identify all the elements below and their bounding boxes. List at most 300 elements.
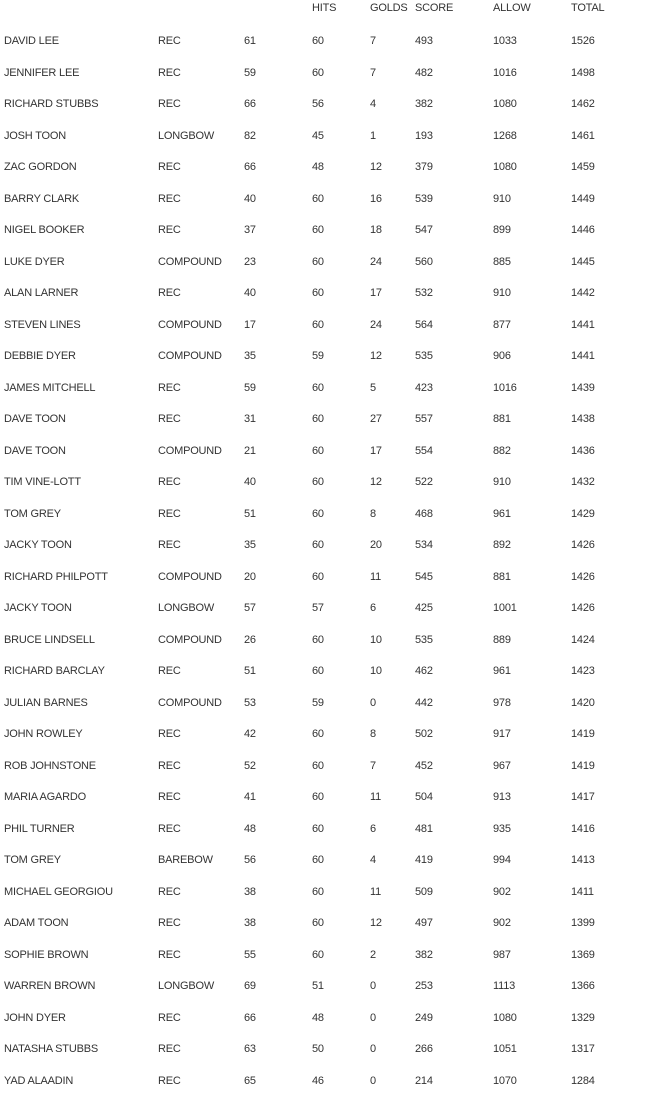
cell-name: DAVID LEE xyxy=(4,33,59,49)
cell-golds: 8 xyxy=(370,726,376,742)
cell-allow: 1070 xyxy=(493,1073,517,1089)
cell-hits: 60 xyxy=(312,632,324,648)
cell-handicap: 51 xyxy=(244,663,256,679)
cell-total: 1439 xyxy=(571,380,595,396)
cell-bow: BAREBOW xyxy=(158,852,213,868)
header-score: SCORE xyxy=(415,0,453,16)
cell-hits: 60 xyxy=(312,821,324,837)
table-row xyxy=(0,411,652,443)
cell-handicap: 23 xyxy=(244,254,256,270)
cell-name: NATASHA STUBBS xyxy=(4,1041,98,1057)
cell-handicap: 66 xyxy=(244,96,256,112)
cell-hits: 60 xyxy=(312,474,324,490)
cell-score: 253 xyxy=(415,978,433,994)
cell-total: 1432 xyxy=(571,474,595,490)
cell-golds: 5 xyxy=(370,380,376,396)
cell-total: 1424 xyxy=(571,632,595,648)
cell-allow: 902 xyxy=(493,884,511,900)
cell-allow: 1268 xyxy=(493,128,517,144)
cell-name: TIM VINE-LOTT xyxy=(4,474,81,490)
header-golds: GOLDS xyxy=(370,0,408,16)
cell-score: 554 xyxy=(415,443,433,459)
cell-score: 560 xyxy=(415,254,433,270)
cell-allow: 913 xyxy=(493,789,511,805)
cell-bow: COMPOUND xyxy=(158,317,222,333)
cell-hits: 56 xyxy=(312,96,324,112)
cell-hits: 60 xyxy=(312,65,324,81)
cell-allow: 882 xyxy=(493,443,511,459)
cell-name: ADAM TOON xyxy=(4,915,68,931)
cell-score: 249 xyxy=(415,1010,433,1026)
cell-handicap: 26 xyxy=(244,632,256,648)
table-row xyxy=(0,254,652,286)
cell-hits: 60 xyxy=(312,947,324,963)
cell-name: ALAN LARNER xyxy=(4,285,78,301)
cell-handicap: 21 xyxy=(244,443,256,459)
cell-total: 1449 xyxy=(571,191,595,207)
cell-bow: COMPOUND xyxy=(158,695,222,711)
table-row xyxy=(0,222,652,254)
header-hits: HITS xyxy=(312,0,336,16)
cell-handicap: 38 xyxy=(244,915,256,931)
cell-golds: 4 xyxy=(370,96,376,112)
cell-golds: 0 xyxy=(370,1073,376,1089)
table-row xyxy=(0,663,652,695)
cell-total: 1426 xyxy=(571,569,595,585)
cell-bow: REC xyxy=(158,947,181,963)
cell-name: ZAC GORDON xyxy=(4,159,77,175)
cell-allow: 961 xyxy=(493,663,511,679)
cell-hits: 60 xyxy=(312,758,324,774)
cell-allow: 902 xyxy=(493,915,511,931)
cell-name: MARIA AGARDO xyxy=(4,789,86,805)
cell-bow: COMPOUND xyxy=(158,443,222,459)
cell-bow: REC xyxy=(158,411,181,427)
cell-score: 502 xyxy=(415,726,433,742)
cell-total: 1438 xyxy=(571,411,595,427)
table-row xyxy=(0,1041,652,1073)
cell-handicap: 59 xyxy=(244,65,256,81)
cell-allow: 1016 xyxy=(493,380,517,396)
cell-handicap: 37 xyxy=(244,222,256,238)
table-body xyxy=(0,33,652,1104)
cell-total: 1461 xyxy=(571,128,595,144)
cell-bow: REC xyxy=(158,726,181,742)
cell-total: 1413 xyxy=(571,852,595,868)
cell-allow: 994 xyxy=(493,852,511,868)
cell-total: 1459 xyxy=(571,159,595,175)
cell-hits: 60 xyxy=(312,506,324,522)
table-row xyxy=(0,191,652,223)
cell-total: 1416 xyxy=(571,821,595,837)
cell-bow: REC xyxy=(158,663,181,679)
cell-bow: REC xyxy=(158,884,181,900)
table-row xyxy=(0,695,652,727)
cell-total: 1329 xyxy=(571,1010,595,1026)
header-allow: ALLOW xyxy=(493,0,531,16)
cell-name: DEBBIE DYER xyxy=(4,348,76,364)
cell-allow: 1001 xyxy=(493,600,517,616)
cell-name: PHIL TURNER xyxy=(4,821,75,837)
cell-name: BARRY CLARK xyxy=(4,191,79,207)
cell-allow: 1016 xyxy=(493,65,517,81)
cell-hits: 60 xyxy=(312,726,324,742)
cell-golds: 11 xyxy=(370,884,381,900)
cell-bow: COMPOUND xyxy=(158,254,222,270)
table-row xyxy=(0,884,652,916)
cell-hits: 60 xyxy=(312,33,324,49)
cell-name: JOHN ROWLEY xyxy=(4,726,82,742)
cell-hits: 51 xyxy=(312,978,324,994)
table-row xyxy=(0,380,652,412)
table-row xyxy=(0,506,652,538)
cell-golds: 12 xyxy=(370,348,382,364)
cell-bow: REC xyxy=(158,1010,181,1026)
cell-score: 532 xyxy=(415,285,433,301)
cell-total: 1411 xyxy=(571,884,594,900)
cell-hits: 50 xyxy=(312,1041,324,1057)
cell-golds: 0 xyxy=(370,978,376,994)
cell-bow: COMPOUND xyxy=(158,632,222,648)
table-row xyxy=(0,96,652,128)
cell-allow: 910 xyxy=(493,285,511,301)
table-row xyxy=(0,1073,652,1104)
table-row xyxy=(0,600,652,632)
cell-score: 535 xyxy=(415,632,433,648)
cell-golds: 18 xyxy=(370,222,382,238)
cell-score: 557 xyxy=(415,411,433,427)
cell-score: 452 xyxy=(415,758,433,774)
cell-golds: 17 xyxy=(370,443,382,459)
cell-handicap: 66 xyxy=(244,159,256,175)
cell-hits: 60 xyxy=(312,537,324,553)
cell-handicap: 40 xyxy=(244,474,256,490)
cell-name: ROB JOHNSTONE xyxy=(4,758,96,774)
table-header xyxy=(0,0,652,16)
cell-golds: 2 xyxy=(370,947,376,963)
cell-total: 1429 xyxy=(571,506,595,522)
cell-allow: 1113 xyxy=(493,978,515,994)
cell-allow: 877 xyxy=(493,317,511,333)
cell-total: 1441 xyxy=(571,348,595,364)
cell-bow: REC xyxy=(158,1073,181,1089)
cell-handicap: 31 xyxy=(244,411,256,427)
cell-hits: 60 xyxy=(312,443,324,459)
cell-handicap: 65 xyxy=(244,1073,256,1089)
cell-total: 1441 xyxy=(571,317,595,333)
cell-hits: 60 xyxy=(312,191,324,207)
cell-total: 1420 xyxy=(571,695,595,711)
cell-allow: 917 xyxy=(493,726,511,742)
cell-name: WARREN BROWN xyxy=(4,978,95,994)
cell-name: JOSH TOON xyxy=(4,128,66,144)
cell-handicap: 66 xyxy=(244,1010,256,1026)
cell-golds: 1 xyxy=(370,128,376,144)
cell-handicap: 41 xyxy=(244,789,256,805)
cell-handicap: 40 xyxy=(244,285,256,301)
cell-score: 266 xyxy=(415,1041,433,1057)
table-row xyxy=(0,947,652,979)
cell-allow: 961 xyxy=(493,506,511,522)
cell-total: 1419 xyxy=(571,726,595,742)
cell-hits: 60 xyxy=(312,411,324,427)
cell-bow: REC xyxy=(158,96,181,112)
cell-hits: 48 xyxy=(312,159,324,175)
cell-hits: 60 xyxy=(312,569,324,585)
cell-total: 1462 xyxy=(571,96,595,112)
cell-total: 1399 xyxy=(571,915,595,931)
cell-bow: REC xyxy=(158,537,181,553)
cell-hits: 45 xyxy=(312,128,324,144)
cell-score: 522 xyxy=(415,474,433,490)
cell-golds: 0 xyxy=(370,1041,376,1057)
cell-score: 493 xyxy=(415,33,433,49)
cell-golds: 10 xyxy=(370,632,382,648)
cell-hits: 60 xyxy=(312,884,324,900)
table-row xyxy=(0,726,652,758)
table-row xyxy=(0,537,652,569)
cell-handicap: 17 xyxy=(244,317,256,333)
cell-bow: LONGBOW xyxy=(158,128,214,144)
cell-total: 1446 xyxy=(571,222,595,238)
cell-score: 382 xyxy=(415,96,433,112)
cell-score: 462 xyxy=(415,663,433,679)
cell-score: 193 xyxy=(415,128,433,144)
cell-name: BRUCE LINDSELL xyxy=(4,632,95,648)
cell-golds: 16 xyxy=(370,191,382,207)
cell-hits: 60 xyxy=(312,317,324,333)
table-row xyxy=(0,159,652,191)
cell-allow: 935 xyxy=(493,821,511,837)
cell-score: 547 xyxy=(415,222,433,238)
cell-handicap: 35 xyxy=(244,348,256,364)
cell-golds: 7 xyxy=(370,65,376,81)
cell-allow: 881 xyxy=(493,569,511,585)
cell-total: 1442 xyxy=(571,285,595,301)
table-row xyxy=(0,348,652,380)
cell-hits: 60 xyxy=(312,380,324,396)
cell-allow: 1051 xyxy=(493,1041,517,1057)
cell-golds: 24 xyxy=(370,317,382,333)
cell-score: 509 xyxy=(415,884,433,900)
cell-bow: REC xyxy=(158,159,181,175)
table-row xyxy=(0,317,652,349)
cell-score: 382 xyxy=(415,947,433,963)
cell-score: 481 xyxy=(415,821,433,837)
cell-hits: 60 xyxy=(312,852,324,868)
cell-score: 214 xyxy=(415,1073,433,1089)
table-row xyxy=(0,33,652,65)
cell-bow: LONGBOW xyxy=(158,978,214,994)
cell-score: 534 xyxy=(415,537,433,553)
cell-bow: COMPOUND xyxy=(158,348,222,364)
cell-allow: 967 xyxy=(493,758,511,774)
cell-bow: REC xyxy=(158,285,181,301)
cell-handicap: 48 xyxy=(244,821,256,837)
cell-score: 379 xyxy=(415,159,433,175)
cell-handicap: 55 xyxy=(244,947,256,963)
cell-allow: 881 xyxy=(493,411,511,427)
table-row xyxy=(0,474,652,506)
cell-hits: 48 xyxy=(312,1010,324,1026)
cell-name: LUKE DYER xyxy=(4,254,65,270)
cell-name: DAVE TOON xyxy=(4,411,66,427)
cell-handicap: 59 xyxy=(244,380,256,396)
cell-handicap: 35 xyxy=(244,537,256,553)
cell-total: 1426 xyxy=(571,537,595,553)
cell-handicap: 40 xyxy=(244,191,256,207)
cell-handicap: 61 xyxy=(244,33,256,49)
cell-golds: 6 xyxy=(370,600,376,616)
cell-total: 1369 xyxy=(571,947,595,963)
table-row xyxy=(0,915,652,947)
cell-handicap: 52 xyxy=(244,758,256,774)
cell-golds: 12 xyxy=(370,474,382,490)
cell-total: 1419 xyxy=(571,758,595,774)
cell-total: 1423 xyxy=(571,663,595,679)
table-row xyxy=(0,65,652,97)
table-row xyxy=(0,569,652,601)
cell-golds: 17 xyxy=(370,285,382,301)
cell-name: STEVEN LINES xyxy=(4,317,80,333)
cell-handicap: 20 xyxy=(244,569,256,585)
cell-total: 1417 xyxy=(571,789,595,805)
cell-bow: REC xyxy=(158,65,181,81)
cell-name: NIGEL BOOKER xyxy=(4,222,84,238)
cell-golds: 11 xyxy=(370,569,381,585)
cell-score: 535 xyxy=(415,348,433,364)
cell-allow: 906 xyxy=(493,348,511,364)
cell-name: DAVE TOON xyxy=(4,443,66,459)
cell-bow: REC xyxy=(158,758,181,774)
table-row xyxy=(0,978,652,1010)
cell-name: JENNIFER LEE xyxy=(4,65,79,81)
cell-handicap: 42 xyxy=(244,726,256,742)
cell-name: RICHARD BARCLAY xyxy=(4,663,105,679)
cell-golds: 11 xyxy=(370,789,381,805)
cell-score: 564 xyxy=(415,317,433,333)
cell-name: JACKY TOON xyxy=(4,537,72,553)
table-row xyxy=(0,632,652,664)
cell-hits: 60 xyxy=(312,285,324,301)
cell-score: 482 xyxy=(415,65,433,81)
cell-handicap: 51 xyxy=(244,506,256,522)
cell-score: 419 xyxy=(415,852,433,868)
cell-total: 1436 xyxy=(571,443,595,459)
cell-score: 468 xyxy=(415,506,433,522)
cell-bow: REC xyxy=(158,474,181,490)
cell-total: 1284 xyxy=(571,1073,595,1089)
cell-score: 442 xyxy=(415,695,433,711)
cell-bow: COMPOUND xyxy=(158,569,222,585)
cell-total: 1526 xyxy=(571,33,595,49)
cell-name: JULIAN BARNES xyxy=(4,695,88,711)
cell-bow: REC xyxy=(158,1041,181,1057)
cell-bow: REC xyxy=(158,789,181,805)
cell-golds: 7 xyxy=(370,758,376,774)
cell-name: JOHN DYER xyxy=(4,1010,66,1026)
cell-allow: 1033 xyxy=(493,33,517,49)
cell-golds: 12 xyxy=(370,159,382,175)
table-row xyxy=(0,758,652,790)
cell-golds: 20 xyxy=(370,537,382,553)
cell-name: RICHARD STUBBS xyxy=(4,96,98,112)
cell-handicap: 53 xyxy=(244,695,256,711)
cell-hits: 46 xyxy=(312,1073,324,1089)
cell-allow: 910 xyxy=(493,474,511,490)
table-row xyxy=(0,821,652,853)
cell-golds: 24 xyxy=(370,254,382,270)
cell-golds: 7 xyxy=(370,33,376,49)
cell-handicap: 63 xyxy=(244,1041,256,1057)
cell-score: 423 xyxy=(415,380,433,396)
table-row xyxy=(0,285,652,317)
cell-name: JACKY TOON xyxy=(4,600,72,616)
cell-name: JAMES MITCHELL xyxy=(4,380,95,396)
cell-total: 1366 xyxy=(571,978,595,994)
cell-score: 504 xyxy=(415,789,433,805)
cell-name: TOM GREY xyxy=(4,506,61,522)
cell-allow: 1080 xyxy=(493,96,517,112)
cell-golds: 6 xyxy=(370,821,376,837)
cell-allow: 889 xyxy=(493,632,511,648)
cell-name: YAD ALAADIN xyxy=(4,1073,73,1089)
cell-handicap: 69 xyxy=(244,978,256,994)
cell-handicap: 82 xyxy=(244,128,256,144)
cell-allow: 978 xyxy=(493,695,511,711)
cell-golds: 4 xyxy=(370,852,376,868)
cell-handicap: 38 xyxy=(244,884,256,900)
cell-name: TOM GREY xyxy=(4,852,61,868)
cell-allow: 987 xyxy=(493,947,511,963)
cell-score: 425 xyxy=(415,600,433,616)
cell-score: 539 xyxy=(415,191,433,207)
cell-total: 1426 xyxy=(571,600,595,616)
cell-allow: 1080 xyxy=(493,1010,517,1026)
cell-allow: 885 xyxy=(493,254,511,270)
cell-allow: 892 xyxy=(493,537,511,553)
cell-golds: 10 xyxy=(370,663,382,679)
table-row xyxy=(0,1010,652,1042)
cell-hits: 60 xyxy=(312,789,324,805)
cell-handicap: 57 xyxy=(244,600,256,616)
cell-name: MICHAEL GEORGIOU xyxy=(4,884,113,900)
cell-score: 545 xyxy=(415,569,433,585)
table-row xyxy=(0,852,652,884)
cell-bow: REC xyxy=(158,506,181,522)
cell-name: SOPHIE BROWN xyxy=(4,947,88,963)
cell-hits: 59 xyxy=(312,348,324,364)
cell-bow: REC xyxy=(158,191,181,207)
cell-bow: REC xyxy=(158,821,181,837)
table-row xyxy=(0,128,652,160)
cell-total: 1498 xyxy=(571,65,595,81)
table-row xyxy=(0,789,652,821)
cell-name: RICHARD PHILPOTT xyxy=(4,569,108,585)
cell-golds: 0 xyxy=(370,1010,376,1026)
cell-hits: 57 xyxy=(312,600,324,616)
cell-golds: 8 xyxy=(370,506,376,522)
cell-hits: 60 xyxy=(312,254,324,270)
cell-bow: LONGBOW xyxy=(158,600,214,616)
cell-score: 497 xyxy=(415,915,433,931)
header-total: TOTAL xyxy=(571,0,604,16)
table-row xyxy=(0,443,652,475)
cell-handicap: 56 xyxy=(244,852,256,868)
cell-total: 1445 xyxy=(571,254,595,270)
cell-hits: 60 xyxy=(312,663,324,679)
cell-total: 1317 xyxy=(571,1041,595,1057)
